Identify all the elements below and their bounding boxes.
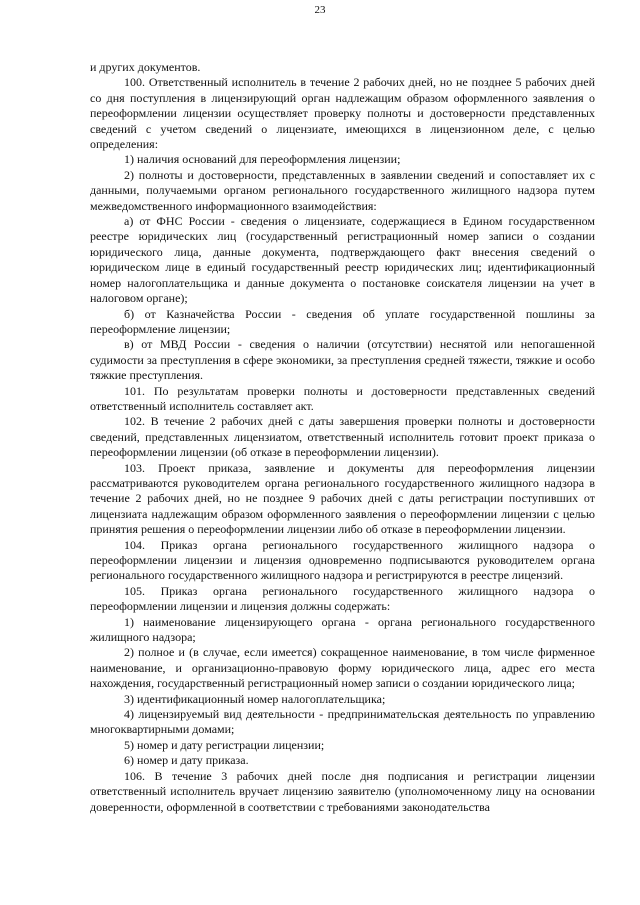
- page-number: 23: [314, 4, 326, 16]
- paragraph: в) от МВД России - сведения о наличии (отсутствии) неснятой или непогашенной судимости за преступления в сфере экономики, за преступления средней тяжести, тяжкие и особо тяжкие преступления.: [90, 337, 595, 383]
- paragraph: 2) полноты и достоверности, представленных в заявлении сведений и сопоставляет их с данными, получаемыми органом регионального государственного жилищного надзора путем межведомственного информационного взаимодействия:: [90, 167, 595, 213]
- paragraph: 102. В течение 2 рабочих дней с даты завершения проверки полноты и достоверности сведений, представленных лицензиатом, ответственный исполнитель готовит проект приказа о переоформлении лицензии (об отказе в переоформлении лицензии).: [90, 414, 595, 460]
- paragraph: 5) номер и дату регистрации лицензии;: [124, 737, 325, 752]
- document-body: [90, 60, 595, 815]
- paragraph: 4) лицензируемый вид деятельности - предпринимательская деятельность по управлению многоквартирными домами;: [90, 707, 595, 737]
- paragraph: 103. Проект приказа, заявление и документы для переоформления лицензии рассматриваются руководителем органа регионального государственного жилищного надзора в течение 2 рабочих дней, но не позднее 9 рабочих дней с даты регистрации поступивших от лицензиата надлежащим образом оформленного заявления о переоформлении лицензии с целью принятия решения о переоформлении лицензии либо об отказе в переоформлении лицензии.: [90, 460, 595, 537]
- paragraph: 104. Приказ органа регионального государственного жилищного надзора о переоформлении лицензии и лицензия одновременно подписываются руководителем органа регионального государственного жилищного надзора и регистрируются в реестре лицензий.: [90, 537, 595, 583]
- paragraph: 1) наличия оснований для переоформления лицензии;: [124, 152, 401, 167]
- paragraph: и других документов.: [90, 60, 201, 74]
- paragraph: 105. Приказ органа регионального государственного жилищного надзора о переоформлении лицензии и лицензия должны содержать:: [90, 583, 595, 614]
- paragraph: а) от ФНС России - сведения о лицензиате, содержащиеся в Едином государственном реестре юридических лиц (государственный регистрационный номер записи о создании юридического лица, данные документа, подтверждающего факт внесения сведений о юридическом лице в единый государственный реестр юридических лиц; идентификационный номер налогоплательщика и данные документа о постановке соискателя лицензии на учет в налоговом органе);: [90, 214, 595, 306]
- paragraph: 6) номер и дату приказа.: [124, 753, 249, 768]
- paragraph: 3) идентификационный номер налогоплательщика;: [124, 691, 386, 706]
- paragraph: 106. В течение 3 рабочих дней после дня подписания и регистрации лицензии ответственный исполнитель вручает лицензию заявителю (уполномоченному лицу на основании доверенности, оформленной в соответствии с требованиями законодательства: [90, 768, 595, 814]
- paragraph: 2) полное и (в случае, если имеется) сокращенное наименование, в том числе фирменное наименование, и организационно-правовую форму юридического лица, адрес его места нахождения, государственный регистрационный номер записи о создании юридического лица;: [90, 645, 595, 691]
- paragraph: 1) наименование лицензирующего органа - органа регионального государственного жилищного надзора;: [90, 614, 595, 645]
- paragraph: 100. Ответственный исполнитель в течение 2 рабочих дней, но не позднее 5 рабочих дней со дня поступления в лицензирующий орган надлежащим образом оформленного заявления о переоформлении лицензии осуществляет проверку полноты и достоверности представленных сведений с учетом сведений о лицензиате, имеющихся в лицензионном деле, с целью определения:: [90, 75, 595, 152]
- paragraph: б) от Казначейства России - сведения об уплате государственной пошлины за переоформление лицензии;: [90, 306, 595, 336]
- paragraph: 101. По результатам проверки полноты и достоверности представленных сведений ответственный исполнитель составляет акт.: [90, 383, 595, 413]
